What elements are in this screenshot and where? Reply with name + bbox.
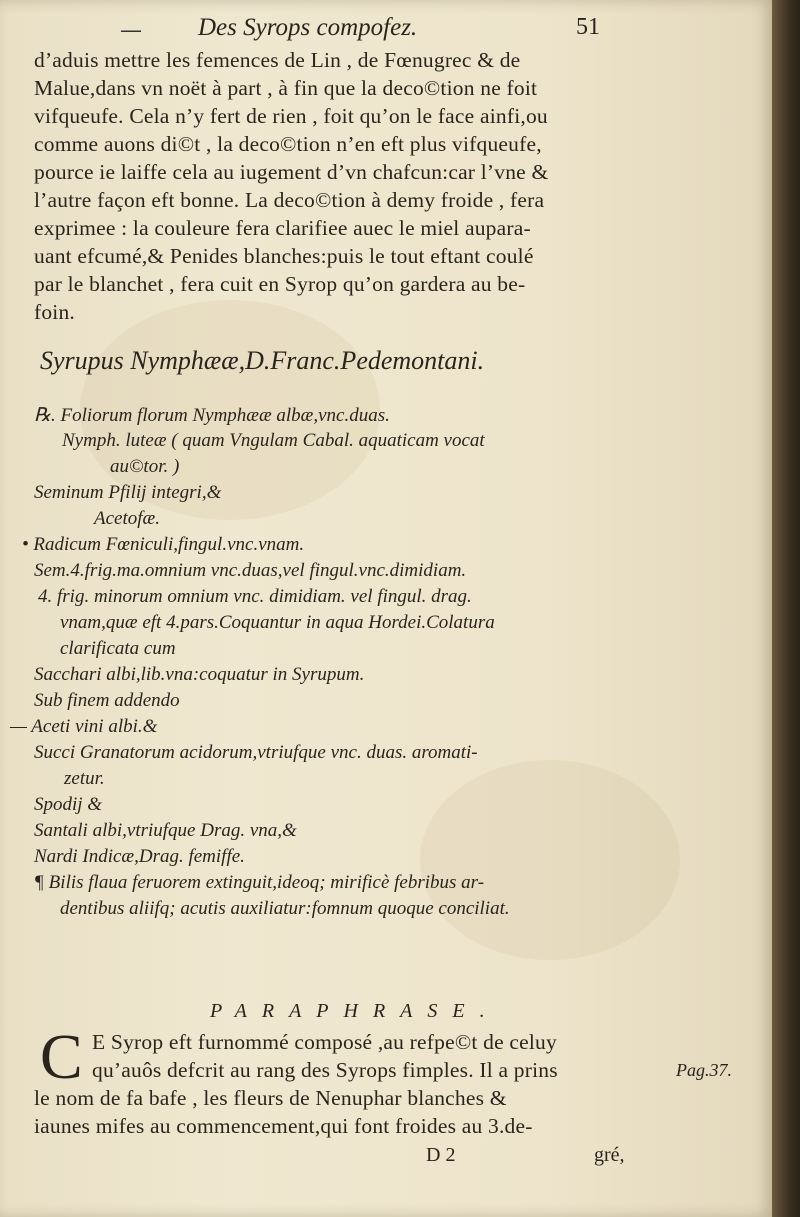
body-line: Malue,dans vn noët à part , à fin que la deco©tion ne foit [34,76,538,100]
body-line: foin. [34,300,76,324]
recipe-line: Sub finem addendo [34,690,180,711]
body-line: l’autre façon eft bonne. La deco©tion à demy froide , fera [34,188,545,212]
recipe-line: — Aceti vini albi.& [10,716,158,737]
drop-capital: C [40,1021,83,1092]
body-line: iaunes mifes au commencement,qui font froides au 3.de- [34,1114,533,1138]
recipe-line: Nardi Indicæ,Drag. femiffe. [34,846,245,867]
recipe-line: vnam,quæ eft 4.pars.Coquantur in aqua Hordei.Colatura [60,612,495,633]
body-line: qu’auôs defcrit au rang des Syrops fimples. Il a prins [92,1058,558,1082]
body-line: pource ie laiffe cela au iugement d’vn chafcun:car l’vne & [34,160,549,184]
recipe-line: Spodij & [34,794,103,815]
recipe-line: 4. frig. minorum omnium vnc. dimidiam. vel fingul. drag. [38,586,472,607]
recipe-line: zetur. [64,768,105,789]
book-gutter [772,0,800,1217]
recipe-line: clarificata cum [60,638,176,659]
recipe-line: Santali albi,vtriufque Drag. vna,& [34,820,297,841]
recipe-line: Sem.4.frig.ma.omnium vnc.duas,vel fingul.vnc.dimidiam. [34,560,467,581]
recipe-line: Acetofæ. [94,508,160,529]
recipe-line: Seminum Pfilij integri,& [34,482,222,503]
recipe-line: • Radicum Fœniculi,fingul.vnc.vnam. [22,534,305,555]
running-header [120,14,600,48]
body-line: le nom de fa bafe , les fleurs de Nenuphar blanches & [34,1086,507,1110]
recipe-line: Sacchari albi,lib.vna:coquatur in Syrupum. [34,664,365,685]
recipe-line: au©tor. ) [110,456,180,477]
section-title: Syrupus Nymphææ,D.Franc.Pedemontani. [40,346,485,375]
body-line: comme auons di©t , la deco©tion n’en eft plus vifqueufe, [34,132,542,156]
body-line: E Syrop eft furnommé composé ,au refpe©t de celuy [92,1030,557,1054]
recipe-line: dentibus aliifq; acutis auxiliatur:fomnum quoque conciliat. [60,898,510,919]
margin-note: Pag.37. [676,1060,732,1080]
catchword: gré, [594,1144,625,1166]
body-line: par le blanchet , fera cuit en Syrop qu’on gardera au be- [34,272,526,296]
body-line: exprimee : la couleure fera clarifiee auec le miel aupara- [34,216,531,240]
body-line: vifqueufe. Cela n’y fert de rien , foit qu’on le face ainfi,ou [34,104,548,128]
paper-stain [420,760,680,960]
header-ornament: — [120,18,142,43]
signature-mark: D 2 [426,1144,456,1166]
paraphrase-heading: PARAPHRASE. [210,1000,500,1022]
recipe-line: ¶ Bilis flaua feruorem extinguit,ideoq; mirificè febribus ar- [34,872,485,893]
recipe-line: Nymph. luteæ ( quam Vngulam Cabal. aquaticam vocat [62,430,485,451]
recipe-line: Succi Granatorum acidorum,vtriufque vnc. duas. aromati- [34,742,478,763]
body-line: uant efcumé,& Penides blanches:puis le tout eftant coulé [34,244,534,268]
body-line: d’aduis mettre les femences de Lin , de Fœnugrec & de [34,48,521,72]
header-title: Des Syrops compofez. [198,14,418,41]
recipe-line: ℞. Foliorum florum Nymphææ albæ,vnc.duas. [34,405,390,426]
page-number: 51 [576,14,600,40]
